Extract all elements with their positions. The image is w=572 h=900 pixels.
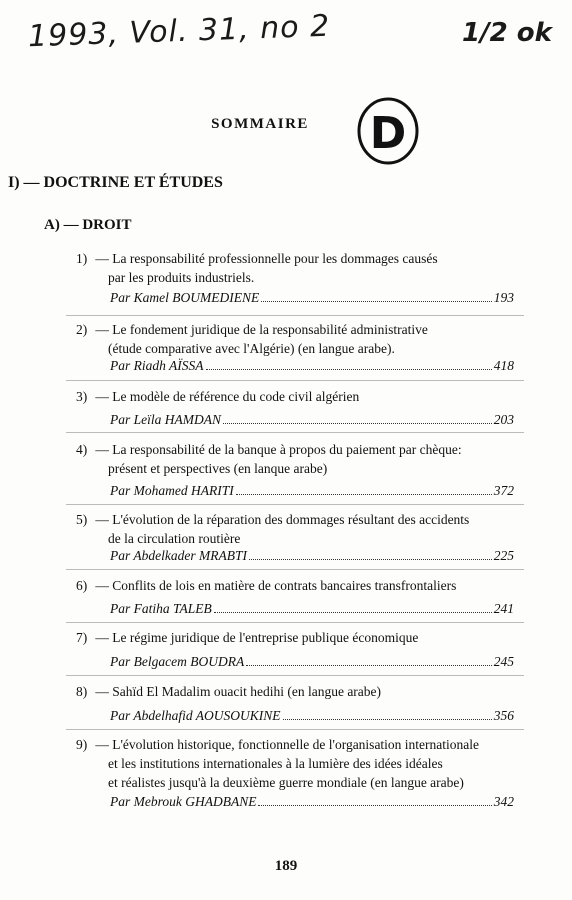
dot-leader: [236, 494, 492, 495]
page-ref: 245: [493, 654, 514, 669]
author-name: Par Belgacem BOUDRA: [110, 654, 245, 669]
page-ref: 203: [493, 412, 514, 427]
toc-entry-8-author: [110, 708, 514, 724]
entry-number: 3): [76, 389, 88, 404]
title-line: — Le régime juridique de l'entreprise publique économique: [95, 630, 419, 645]
divider: [66, 380, 524, 381]
author-name: Par Mohamed HARITI: [110, 483, 234, 498]
author-name: Par Leïla HAMDAN: [110, 412, 221, 427]
title-line: — La responsabilité de la banque à propos du paiement par chèque:: [95, 442, 462, 457]
divider: [66, 315, 524, 316]
dot-leader: [214, 612, 492, 613]
toc-entry-3-title: [76, 387, 528, 406]
toc-entry-3-author: [110, 412, 514, 428]
page-ref: 342: [493, 794, 514, 809]
title-line: — La responsabilité professionnelle pour les dommages causés: [95, 251, 438, 266]
title-line: et les institutions internationales à la lumière des idées idéales: [108, 756, 443, 771]
divider: [66, 504, 524, 505]
author-name: Par Kamel BOUMEDIENE: [110, 290, 260, 305]
title-line: — Le fondement juridique de la responsabilité administrative: [95, 322, 428, 337]
divider: [66, 432, 524, 433]
page-ref: 418: [493, 358, 514, 373]
author-name: Par Fatiha TALEB: [110, 601, 212, 616]
toc-entry-4-title: [76, 440, 528, 478]
title-line: de la circulation routière: [108, 531, 241, 546]
toc-entry-6-title: [76, 576, 528, 595]
divider: [66, 675, 524, 676]
dot-leader: [283, 719, 492, 720]
title-line: par les produits industriels.: [108, 270, 255, 285]
handwritten-check-note: 1/2 ok: [462, 18, 552, 48]
title-line: — Sahïd El Madalim ouacit hedihi (en langue arabe): [95, 684, 382, 699]
stamp-letter: D: [369, 108, 407, 159]
handwritten-volume-note: 1993, Vol. 31, no 2: [27, 8, 331, 55]
entry-number: 5): [76, 512, 88, 527]
author-name: Par Mebrouk GHADBANE: [110, 794, 257, 809]
toc-entry-7-title: [76, 628, 528, 647]
divider: [66, 729, 524, 730]
toc-entry-8-title: [76, 682, 528, 701]
toc-entry-2-title: [76, 320, 528, 358]
dot-leader: [246, 665, 492, 666]
page-ref: 372: [493, 483, 514, 498]
toc-entry-7-author: [110, 654, 514, 670]
page-ref: 241: [493, 601, 514, 616]
entry-number: 6): [76, 578, 88, 593]
dot-leader: [206, 369, 492, 370]
entry-number: 2): [76, 322, 88, 337]
toc-entry-4-author: [110, 483, 514, 499]
dot-leader: [261, 301, 492, 302]
page-title: SOMMAIRE: [211, 116, 309, 132]
dot-leader: [258, 805, 491, 806]
page-ref: 356: [493, 708, 514, 723]
toc-entry-9-title: [76, 735, 528, 792]
toc-entry-1-author: [110, 290, 514, 306]
title-line: (étude comparative avec l'Algérie) (en langue arabe).: [108, 341, 395, 356]
page-ref: 225: [493, 548, 514, 563]
title-line: — L'évolution de la réparation des dommages résultant des accidents: [95, 512, 470, 527]
title-line: et réalistes jusqu'à la deuxième guerre mondiale (en langue arabe): [108, 775, 464, 790]
entry-number: 9): [76, 737, 88, 752]
author-name: Par Riadh AÏSSA: [110, 358, 204, 373]
toc-entry-5-title: [76, 510, 528, 548]
toc-entry-5-author: [110, 548, 514, 564]
dot-leader: [223, 423, 492, 424]
section-heading: I) — DOCTRINE ET ÉTUDES: [8, 174, 223, 191]
divider: [66, 569, 524, 570]
toc-entry-6-author: [110, 601, 514, 617]
title-line: présent et perspectives (en lanque arabe): [108, 461, 328, 476]
title-line: — L'évolution historique, fonctionnelle de l'organisation internationale: [95, 737, 480, 752]
subsection-heading: A) — DROIT: [44, 217, 132, 233]
author-name: Par Abdelhafid AOUSOUKINE: [110, 708, 281, 723]
page-ref: 193: [493, 290, 514, 305]
entry-number: 4): [76, 442, 88, 457]
title-line: — Le modèle de référence du code civil algérien: [95, 389, 360, 404]
entry-number: 7): [76, 630, 88, 645]
toc-entry-1-title: [76, 249, 528, 287]
toc-entry-9-author: [110, 794, 514, 810]
toc-entry-2-author: [110, 358, 514, 374]
page-number: 189: [274, 858, 298, 874]
divider: [66, 622, 524, 623]
title-line: — Conflits de lois en matière de contrats bancaires transfrontaliers: [95, 578, 457, 593]
entry-number: 1): [76, 251, 88, 266]
dot-leader: [249, 559, 492, 560]
author-name: Par Abdelkader MRABTI: [110, 548, 247, 563]
entry-number: 8): [76, 684, 88, 699]
